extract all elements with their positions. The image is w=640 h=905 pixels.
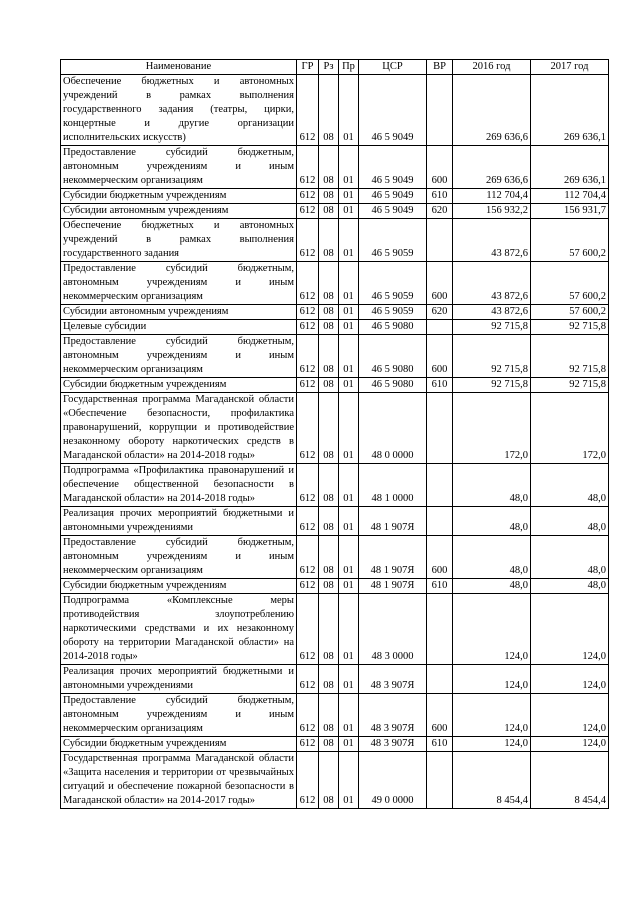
amount-2016-cell: 43 872,6 [453, 305, 531, 320]
rz-cell: 08 [319, 579, 339, 594]
header-pr: Пр [339, 60, 359, 75]
amount-2017-cell: 48,0 [531, 507, 609, 536]
rz-cell: 08 [319, 507, 339, 536]
table-row [61, 204, 609, 219]
amount-2017-cell: 156 931,7 [531, 204, 609, 219]
amount-2017-cell: 124,0 [531, 594, 609, 665]
rz-cell: 08 [319, 665, 339, 694]
header-csr: ЦСР [359, 60, 427, 75]
gr-cell: 612 [297, 594, 319, 665]
gr-cell: 612 [297, 204, 319, 219]
vr-cell [427, 320, 453, 335]
table-row [61, 219, 609, 262]
gr-cell: 612 [297, 752, 319, 809]
rz-cell: 08 [319, 262, 339, 305]
table-row [61, 752, 609, 809]
amount-2016-cell: 43 872,6 [453, 219, 531, 262]
pr-cell: 01 [339, 594, 359, 665]
table-row [61, 579, 609, 594]
gr-cell: 612 [297, 579, 319, 594]
table-row [61, 378, 609, 393]
amount-2017-cell: 48,0 [531, 536, 609, 579]
amount-2017-cell: 92 715,8 [531, 335, 609, 378]
vr-cell [427, 393, 453, 464]
gr-cell: 612 [297, 262, 319, 305]
rz-cell: 08 [319, 378, 339, 393]
amount-2016-cell: 269 636,6 [453, 146, 531, 189]
name-cell: Субсидии автономным учреждениям [61, 305, 297, 320]
rz-cell: 08 [319, 536, 339, 579]
pr-cell: 01 [339, 146, 359, 189]
table-row [61, 594, 609, 665]
pr-cell: 01 [339, 219, 359, 262]
amount-2017-cell: 269 636,1 [531, 146, 609, 189]
pr-cell: 01 [339, 189, 359, 204]
name-cell: Подпрограмма «Комплексные меры противодействия злоупотреблению наркотическими средствами и их незаконному обороту на территории Магаданской области» на 2014-2018 годы» [61, 594, 297, 665]
vr-cell [427, 752, 453, 809]
vr-cell: 620 [427, 204, 453, 219]
csr-cell: 46 5 9059 [359, 262, 427, 305]
amount-2017-cell: 172,0 [531, 393, 609, 464]
header-2017: 2017 год [531, 60, 609, 75]
gr-cell: 612 [297, 146, 319, 189]
name-cell: Реализация прочих мероприятий бюджетными и автономными учреждениями [61, 665, 297, 694]
amount-2017-cell: 57 600,2 [531, 219, 609, 262]
amount-2016-cell: 124,0 [453, 737, 531, 752]
amount-2017-cell: 92 715,8 [531, 378, 609, 393]
table-row [61, 189, 609, 204]
amount-2017-cell: 124,0 [531, 665, 609, 694]
rz-cell: 08 [319, 204, 339, 219]
amount-2016-cell: 48,0 [453, 579, 531, 594]
rz-cell: 08 [319, 752, 339, 809]
amount-2016-cell: 112 704,4 [453, 189, 531, 204]
vr-cell: 600 [427, 335, 453, 378]
csr-cell: 46 5 9059 [359, 219, 427, 262]
name-cell: Предоставление субсидий бюджетным, автономным учреждениям и иным некоммерческим организациям [61, 536, 297, 579]
pr-cell: 01 [339, 335, 359, 378]
name-cell: Субсидии бюджетным учреждениям [61, 737, 297, 752]
gr-cell: 612 [297, 464, 319, 507]
amount-2016-cell: 124,0 [453, 694, 531, 737]
pr-cell: 01 [339, 464, 359, 507]
amount-2016-cell: 43 872,6 [453, 262, 531, 305]
table-row [61, 507, 609, 536]
rz-cell: 08 [319, 189, 339, 204]
amount-2017-cell: 112 704,4 [531, 189, 609, 204]
table-row [61, 393, 609, 464]
vr-cell [427, 219, 453, 262]
gr-cell: 612 [297, 737, 319, 752]
amount-2017-cell: 57 600,2 [531, 305, 609, 320]
budget-table [60, 59, 609, 809]
gr-cell: 612 [297, 320, 319, 335]
table-row [61, 665, 609, 694]
csr-cell: 48 1 0000 [359, 464, 427, 507]
name-cell: Субсидии бюджетным учреждениям [61, 378, 297, 393]
amount-2016-cell: 124,0 [453, 665, 531, 694]
vr-cell: 600 [427, 146, 453, 189]
amount-2016-cell: 124,0 [453, 594, 531, 665]
gr-cell: 612 [297, 536, 319, 579]
pr-cell: 01 [339, 507, 359, 536]
table-row [61, 536, 609, 579]
name-cell: Субсидии бюджетным учреждениям [61, 189, 297, 204]
pr-cell: 01 [339, 204, 359, 219]
pr-cell: 01 [339, 262, 359, 305]
amount-2016-cell: 269 636,6 [453, 75, 531, 146]
pr-cell: 01 [339, 737, 359, 752]
gr-cell: 612 [297, 219, 319, 262]
name-cell: Реализация прочих мероприятий бюджетными и автономными учреждениями [61, 507, 297, 536]
amount-2017-cell: 92 715,8 [531, 320, 609, 335]
table-row [61, 262, 609, 305]
rz-cell: 08 [319, 320, 339, 335]
gr-cell: 612 [297, 694, 319, 737]
csr-cell: 49 0 0000 [359, 752, 427, 809]
header-rz: Рз [319, 60, 339, 75]
csr-cell: 48 1 907Я [359, 579, 427, 594]
amount-2016-cell: 92 715,8 [453, 378, 531, 393]
vr-cell [427, 464, 453, 507]
pr-cell: 01 [339, 579, 359, 594]
pr-cell: 01 [339, 393, 359, 464]
pr-cell: 01 [339, 305, 359, 320]
csr-cell: 48 0 0000 [359, 393, 427, 464]
name-cell: Государственная программа Магаданской области «Обеспечение безопасности, профилактика правонарушений, коррупции и противодействие незаконному обороту наркотических средств в Магаданской области» на 2014-2018 годы» [61, 393, 297, 464]
vr-cell: 600 [427, 262, 453, 305]
csr-cell: 48 3 907Я [359, 665, 427, 694]
name-cell: Обеспечение бюджетных и автономных учреждений в рамках выполнения государственного задания [61, 219, 297, 262]
vr-cell: 620 [427, 305, 453, 320]
rz-cell: 08 [319, 464, 339, 507]
table-row [61, 320, 609, 335]
gr-cell: 612 [297, 305, 319, 320]
name-cell: Предоставление субсидий бюджетным, автономным учреждениям и иным некоммерческим организациям [61, 146, 297, 189]
csr-cell: 48 1 907Я [359, 507, 427, 536]
vr-cell [427, 665, 453, 694]
name-cell: Государственная программа Магаданской области «Защита населения и территории от чрезвычайных ситуаций и обеспечение пожарной безопасности в Магаданской области» на 2014-2017 годы» [61, 752, 297, 809]
csr-cell: 46 5 9049 [359, 204, 427, 219]
csr-cell: 46 5 9059 [359, 305, 427, 320]
csr-cell: 46 5 9080 [359, 320, 427, 335]
vr-cell: 610 [427, 189, 453, 204]
csr-cell: 46 5 9049 [359, 146, 427, 189]
table-row [61, 75, 609, 146]
name-cell: Предоставление субсидий бюджетным, автономным учреждениям и иным некоммерческим организациям [61, 335, 297, 378]
pr-cell: 01 [339, 536, 359, 579]
amount-2017-cell: 124,0 [531, 737, 609, 752]
name-cell: Подпрограмма «Профилактика правонарушений и обеспечение общественной безопасности в Магаданской области» на 2014-2018 годы» [61, 464, 297, 507]
rz-cell: 08 [319, 146, 339, 189]
amount-2017-cell: 48,0 [531, 579, 609, 594]
pr-cell: 01 [339, 752, 359, 809]
csr-cell: 46 5 9049 [359, 189, 427, 204]
csr-cell: 48 3 907Я [359, 737, 427, 752]
csr-cell: 48 3 907Я [359, 694, 427, 737]
rz-cell: 08 [319, 219, 339, 262]
csr-cell: 46 5 9080 [359, 335, 427, 378]
vr-cell [427, 594, 453, 665]
pr-cell: 01 [339, 75, 359, 146]
amount-2017-cell: 48,0 [531, 464, 609, 507]
amount-2016-cell: 8 454,4 [453, 752, 531, 809]
pr-cell: 01 [339, 378, 359, 393]
rz-cell: 08 [319, 594, 339, 665]
table-row [61, 146, 609, 189]
amount-2016-cell: 48,0 [453, 464, 531, 507]
csr-cell: 46 5 9080 [359, 378, 427, 393]
gr-cell: 612 [297, 378, 319, 393]
amount-2017-cell: 124,0 [531, 694, 609, 737]
rz-cell: 08 [319, 305, 339, 320]
amount-2017-cell: 8 454,4 [531, 752, 609, 809]
amount-2017-cell: 57 600,2 [531, 262, 609, 305]
gr-cell: 612 [297, 507, 319, 536]
amount-2016-cell: 48,0 [453, 536, 531, 579]
table-row [61, 737, 609, 752]
name-cell: Субсидии автономным учреждениям [61, 204, 297, 219]
gr-cell: 612 [297, 393, 319, 464]
gr-cell: 612 [297, 189, 319, 204]
name-cell: Предоставление субсидий бюджетным, автономным учреждениям и иным некоммерческим организациям [61, 694, 297, 737]
pr-cell: 01 [339, 694, 359, 737]
table-row [61, 305, 609, 320]
table-row [61, 335, 609, 378]
name-cell: Предоставление субсидий бюджетным, автономным учреждениям и иным некоммерческим организациям [61, 262, 297, 305]
gr-cell: 612 [297, 665, 319, 694]
header-row [61, 60, 609, 75]
rz-cell: 08 [319, 75, 339, 146]
rz-cell: 08 [319, 694, 339, 737]
vr-cell [427, 75, 453, 146]
csr-cell: 48 3 0000 [359, 594, 427, 665]
gr-cell: 612 [297, 335, 319, 378]
amount-2016-cell: 48,0 [453, 507, 531, 536]
rz-cell: 08 [319, 335, 339, 378]
amount-2016-cell: 156 932,2 [453, 204, 531, 219]
header-2016: 2016 год [453, 60, 531, 75]
name-cell: Обеспечение бюджетных и автономных учреждений в рамках выполнения государственного задания (театры, цирки, концертные и другие организации исполнительских искусств) [61, 75, 297, 146]
name-cell: Субсидии бюджетным учреждениям [61, 579, 297, 594]
vr-cell: 600 [427, 536, 453, 579]
csr-cell: 48 1 907Я [359, 536, 427, 579]
header-gr: ГР [297, 60, 319, 75]
table-row [61, 464, 609, 507]
gr-cell: 612 [297, 75, 319, 146]
amount-2016-cell: 172,0 [453, 393, 531, 464]
amount-2016-cell: 92 715,8 [453, 320, 531, 335]
vr-cell: 610 [427, 579, 453, 594]
amount-2016-cell: 92 715,8 [453, 335, 531, 378]
pr-cell: 01 [339, 320, 359, 335]
vr-cell: 610 [427, 737, 453, 752]
rz-cell: 08 [319, 393, 339, 464]
vr-cell [427, 507, 453, 536]
csr-cell: 46 5 9049 [359, 75, 427, 146]
table-row [61, 694, 609, 737]
amount-2017-cell: 269 636,1 [531, 75, 609, 146]
header-vr: ВР [427, 60, 453, 75]
header-name: Наименование [61, 60, 297, 75]
vr-cell: 600 [427, 694, 453, 737]
name-cell: Целевые субсидии [61, 320, 297, 335]
rz-cell: 08 [319, 737, 339, 752]
pr-cell: 01 [339, 665, 359, 694]
vr-cell: 610 [427, 378, 453, 393]
